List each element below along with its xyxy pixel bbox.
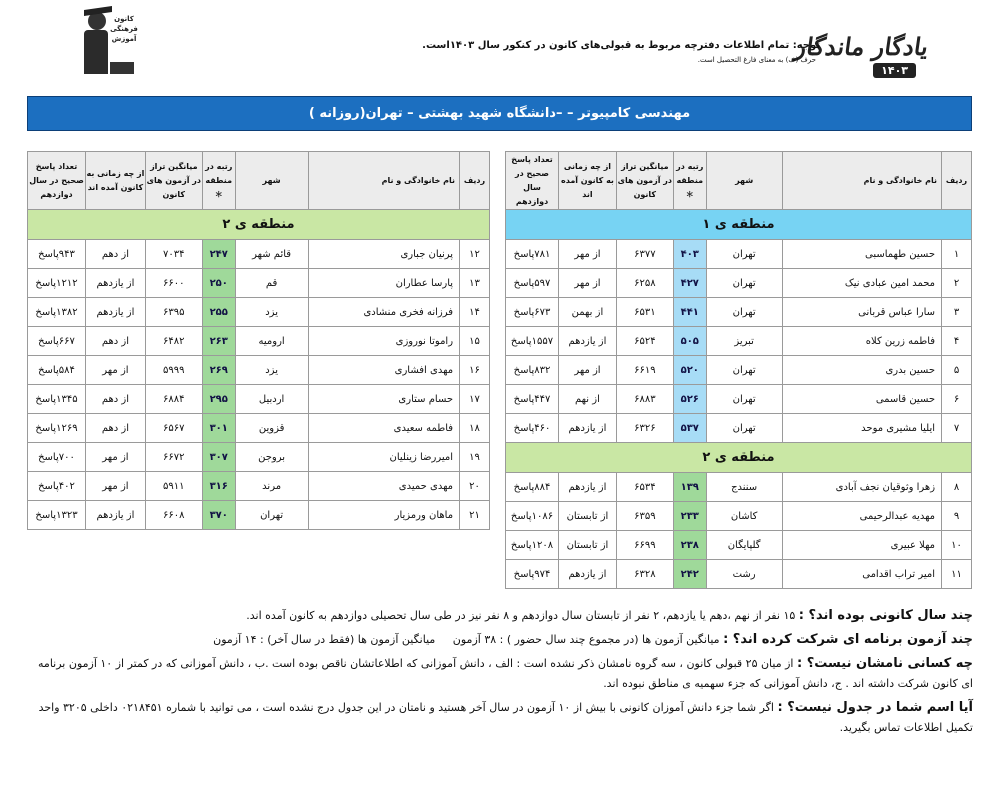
note-question: چند آزمون برنامه ای شرکت کرده اند؟ : xyxy=(723,632,973,647)
city: تهران xyxy=(706,298,782,327)
note-exams xyxy=(38,630,973,650)
rank: ۱۳۹ xyxy=(673,473,706,502)
joined-since: از نهم xyxy=(559,385,617,414)
joined-since: از تابستان xyxy=(559,531,617,560)
average-score: ۵۹۱۱ xyxy=(145,472,202,501)
average-score: ۷۰۳۴ xyxy=(145,240,202,269)
note-years xyxy=(38,606,973,626)
joined-since: از دهم xyxy=(86,414,146,443)
note-missing xyxy=(38,654,973,694)
joined-since: از یازدهم xyxy=(86,269,146,298)
row-number: ۶ xyxy=(942,385,972,414)
col-answers: تعداد پاسخ صحیح در سال دوازدهم xyxy=(506,152,559,210)
table-row xyxy=(28,414,490,443)
city: یزد xyxy=(235,298,308,327)
col-avg: میانگین تراز در آزمون های کانون xyxy=(145,152,202,210)
rank: ۲۵۵ xyxy=(202,298,235,327)
rank: ۵۲۶ xyxy=(673,385,706,414)
student-name: ماهان ورمزیار xyxy=(308,501,460,530)
average-score: ۶۶۰۸ xyxy=(145,501,202,530)
logo-year: ۱۴۰۳ xyxy=(873,63,916,78)
average-score: ۶۶۱۹ xyxy=(616,356,673,385)
rank: ۵۰۵ xyxy=(673,327,706,356)
row-number: ۱۰ xyxy=(942,531,972,560)
region-label: منطقه ی ۱ xyxy=(506,210,972,240)
city: تهران xyxy=(706,240,782,269)
logo-title: یادگار ماندگار xyxy=(792,32,931,61)
logo-badge xyxy=(110,62,134,74)
table-row xyxy=(506,269,972,298)
region-label: منطقه ی ۲ xyxy=(506,443,972,473)
col-since: از چه زمانی به کانون آمده اند xyxy=(559,152,617,210)
col-rank: رتبه در منطقه ＊ xyxy=(202,152,235,210)
table-row xyxy=(506,356,972,385)
rank: ۳۷۰ xyxy=(202,501,235,530)
city: تهران xyxy=(235,501,308,530)
city: اردبیل xyxy=(235,385,308,414)
city: رشت xyxy=(706,560,782,589)
joined-since: از دهم xyxy=(86,327,146,356)
city: ارومیه xyxy=(235,327,308,356)
row-number: ۳ xyxy=(942,298,972,327)
rank: ۴۰۳ xyxy=(673,240,706,269)
correct-answers: ۷۰۰پاسخ xyxy=(28,443,86,472)
joined-since: از یازدهم xyxy=(559,473,617,502)
average-score: ۶۵۶۷ xyxy=(145,414,202,443)
student-name: ایلیا مشیری موحد xyxy=(782,414,942,443)
joined-since: از یازدهم xyxy=(559,414,617,443)
city: بروجن xyxy=(235,443,308,472)
average-score: ۶۵۲۴ xyxy=(616,327,673,356)
table-row xyxy=(28,443,490,472)
table-row xyxy=(506,473,972,502)
student-name: راموتا نوروزی xyxy=(308,327,460,356)
rank: ۲۶۹ xyxy=(202,356,235,385)
correct-answers: ۷۸۱پاسخ xyxy=(506,240,559,269)
row-number: ۵ xyxy=(942,356,972,385)
rank: ۲۴۷ xyxy=(202,240,235,269)
correct-answers: ۱۳۴۵پاسخ xyxy=(28,385,86,414)
student-name: فاطمه زرین کلاه xyxy=(782,327,942,356)
student-name: حسین بدری xyxy=(782,356,942,385)
student-name: امیر تراب اقدامی xyxy=(782,560,942,589)
correct-answers: ۴۶۰پاسخ xyxy=(506,414,559,443)
row-number: ۱۳ xyxy=(460,269,490,298)
region-header-row xyxy=(28,210,490,240)
row-number: ۱۵ xyxy=(460,327,490,356)
table-header-row xyxy=(506,152,972,210)
joined-since: از یازدهم xyxy=(559,560,617,589)
table-row xyxy=(506,414,972,443)
city: قائم شهر xyxy=(235,240,308,269)
notes-section xyxy=(38,606,973,742)
row-number: ۱۸ xyxy=(460,414,490,443)
correct-answers: ۸۸۴پاسخ xyxy=(506,473,559,502)
city: تهران xyxy=(706,356,782,385)
row-number: ۱ xyxy=(942,240,972,269)
row-number: ۱۴ xyxy=(460,298,490,327)
table-row xyxy=(506,502,972,531)
city: مرند xyxy=(235,472,308,501)
rank: ۲۳۸ xyxy=(673,531,706,560)
average-score: ۶۸۸۴ xyxy=(145,385,202,414)
row-number: ۱۹ xyxy=(460,443,490,472)
rank: ۵۳۷ xyxy=(673,414,706,443)
rank: ۲۳۳ xyxy=(673,502,706,531)
city: گلپایگان xyxy=(706,531,782,560)
student-name: امیررضا زینلیان xyxy=(308,443,460,472)
header-note: توجه: تمام اطلاعات دفترچه مربوط به قبولی‌های کانون در کنکور سال ۱۴۰۳است. xyxy=(422,40,820,51)
correct-answers: ۴۰۲پاسخ xyxy=(28,472,86,501)
rank: ۲۴۲ xyxy=(673,560,706,589)
rank: ۳۰۷ xyxy=(202,443,235,472)
correct-answers: ۹۴۳پاسخ xyxy=(28,240,86,269)
rank: ۲۹۵ xyxy=(202,385,235,414)
col-since: از چه زمانی به کانون آمده اند xyxy=(86,152,146,210)
table-row xyxy=(506,298,972,327)
correct-answers: ۱۳۲۳پاسخ xyxy=(28,501,86,530)
table-row xyxy=(28,327,490,356)
correct-answers: ۴۴۷پاسخ xyxy=(506,385,559,414)
average-score: ۶۵۳۱ xyxy=(616,298,673,327)
note-answer: میانگین آزمون ها (در مجموع چند سال حضور ) : ۳۸ آزمون xyxy=(452,633,720,646)
rank: ۴۴۱ xyxy=(673,298,706,327)
table-row xyxy=(506,327,972,356)
kanoon-logo xyxy=(82,8,138,76)
student-name: حسین قاسمی xyxy=(782,385,942,414)
row-number: ۷ xyxy=(942,414,972,443)
region-label: منطقه ی ۲ xyxy=(28,210,490,240)
rank: ۳۰۱ xyxy=(202,414,235,443)
graduate-figure-icon xyxy=(84,30,108,74)
row-number: ۱۶ xyxy=(460,356,490,385)
average-score: ۵۹۹۹ xyxy=(145,356,202,385)
student-name: حسین طهماسبی xyxy=(782,240,942,269)
table-row xyxy=(28,501,490,530)
note-question: چه کسانی نامشان نیست؟ : xyxy=(797,656,973,671)
correct-answers: ۱۰۸۶پاسخ xyxy=(506,502,559,531)
col-row: ردیف xyxy=(942,152,972,210)
correct-answers: ۸۳۲پاسخ xyxy=(506,356,559,385)
rank: ۳۱۶ xyxy=(202,472,235,501)
rank: ۴۲۷ xyxy=(673,269,706,298)
city: تهران xyxy=(706,269,782,298)
note-question: آیا اسم شما در جدول نیست؟ : xyxy=(777,700,973,715)
correct-answers: ۱۵۵۷پاسخ xyxy=(506,327,559,356)
joined-since: از مهر xyxy=(559,269,617,298)
col-row: ردیف xyxy=(460,152,490,210)
joined-since: از یازدهم xyxy=(559,327,617,356)
col-name: نام خانوادگی و نام xyxy=(782,152,942,210)
average-score: ۶۲۵۸ xyxy=(616,269,673,298)
region-header-row xyxy=(506,210,972,240)
row-number: ۲۰ xyxy=(460,472,490,501)
student-name: مهدیه عبدالرحیمی xyxy=(782,502,942,531)
row-number: ۲ xyxy=(942,269,972,298)
note-question: چند سال کانونی بوده اند؟ : xyxy=(798,608,973,623)
row-number: ۸ xyxy=(942,473,972,502)
rank: ۲۶۳ xyxy=(202,327,235,356)
joined-since: از یازدهم xyxy=(86,298,146,327)
average-score: ۶۴۸۲ xyxy=(145,327,202,356)
city: یزد xyxy=(235,356,308,385)
table-row xyxy=(28,472,490,501)
student-name: محمد امین عبادی نیک xyxy=(782,269,942,298)
city: تبریز xyxy=(706,327,782,356)
col-answers: تعداد پاسخ صحیح در سال دوازدهم xyxy=(28,152,86,210)
average-score: ۶۵۳۴ xyxy=(616,473,673,502)
joined-since: از یازدهم xyxy=(86,501,146,530)
header-sub-note: حرف (ف) به معنای فارغ التحصیل است. xyxy=(697,56,816,64)
average-score: ۶۶۰۰ xyxy=(145,269,202,298)
joined-since: از مهر xyxy=(86,356,146,385)
joined-since: از تابستان xyxy=(559,502,617,531)
table-row xyxy=(506,531,972,560)
correct-answers: ۱۲۰۸پاسخ xyxy=(506,531,559,560)
city: سنندج xyxy=(706,473,782,502)
table-row xyxy=(28,269,490,298)
row-number: ۹ xyxy=(942,502,972,531)
table-header-row xyxy=(28,152,490,210)
col-city: شهر xyxy=(706,152,782,210)
city: قم xyxy=(235,269,308,298)
correct-answers: ۱۲۶۹پاسخ xyxy=(28,414,86,443)
correct-answers: ۹۷۴پاسخ xyxy=(506,560,559,589)
region-header-row xyxy=(506,443,972,473)
city: کاشان xyxy=(706,502,782,531)
correct-answers: ۶۶۷پاسخ xyxy=(28,327,86,356)
table-row xyxy=(28,356,490,385)
correct-answers: ۵۹۷پاسخ xyxy=(506,269,559,298)
student-name: پرنیان جباری xyxy=(308,240,460,269)
row-number: ۴ xyxy=(942,327,972,356)
student-name: پارسا عطاران xyxy=(308,269,460,298)
row-number: ۱۱ xyxy=(942,560,972,589)
joined-since: از دهم xyxy=(86,240,146,269)
city: تهران xyxy=(706,414,782,443)
average-score: ۶۶۷۲ xyxy=(145,443,202,472)
table-row xyxy=(28,240,490,269)
student-name: مهدی افشاری xyxy=(308,356,460,385)
joined-since: از بهمن xyxy=(559,298,617,327)
average-score: ۶۳۲۸ xyxy=(616,560,673,589)
col-name: نام خانوادگی و نام xyxy=(308,152,460,210)
city: تهران xyxy=(706,385,782,414)
student-name: فرزانه فخری منشادی xyxy=(308,298,460,327)
joined-since: از مهر xyxy=(86,472,146,501)
kanoon-logo-text: کانون فرهنگی آموزش xyxy=(110,15,138,43)
note-answer: میانگین آزمون ها (فقط در سال آخر) : ۱۴ آزمون xyxy=(213,633,436,646)
correct-answers: ۵۸۴پاسخ xyxy=(28,356,86,385)
left-results-table xyxy=(27,151,490,530)
average-score: ۶۳۲۶ xyxy=(616,414,673,443)
joined-since: از مهر xyxy=(86,443,146,472)
col-rank: رتبه در منطقه ＊ xyxy=(673,152,706,210)
student-name: مهلا عبیری xyxy=(782,531,942,560)
student-name: سارا عباس قربانی xyxy=(782,298,942,327)
note-answer: از میان ۲۵ قبولی کانون ، سه گروه نامشان ذکر نشده است : الف ، دانش آموزانی که اطلاعاتشان ناقص بوده است .ب ، دانش آموزانی که در کمتر از ۱۰ آزمون برنامه ای کانون شرکت داشته اند . ج، دانش آموزانی که جزء سهمیه ی مناطق نبوده اند. xyxy=(38,657,973,690)
note-contact xyxy=(38,698,973,738)
student-name: حسام ستاری xyxy=(308,385,460,414)
row-number: ۱۷ xyxy=(460,385,490,414)
average-score: ۶۳۷۷ xyxy=(616,240,673,269)
table-row xyxy=(506,385,972,414)
average-score: ۶۶۹۹ xyxy=(616,531,673,560)
yadegar-mandegar-logo xyxy=(792,30,931,78)
table-row xyxy=(28,385,490,414)
average-score: ۶۳۹۵ xyxy=(145,298,202,327)
correct-answers: ۱۳۸۲پاسخ xyxy=(28,298,86,327)
student-name: فاطمه سعیدی xyxy=(308,414,460,443)
rank: ۵۲۰ xyxy=(673,356,706,385)
rank: ۲۵۰ xyxy=(202,269,235,298)
table-row xyxy=(506,560,972,589)
table-row xyxy=(506,240,972,269)
note-answer: ۱۵ نفر از نهم ،دهم یا یازدهم، ۲ نفر از تابستان سال دوازدهم و ۸ نفر نیز در طی سال تحصیلی دوازدهم به کانون آمده اند. xyxy=(246,609,796,622)
row-number: ۱۲ xyxy=(460,240,490,269)
correct-answers: ۶۷۳پاسخ xyxy=(506,298,559,327)
city: قزوین xyxy=(235,414,308,443)
average-score: ۶۳۵۹ xyxy=(616,502,673,531)
note-answer: اگر شما جزء دانش آموزان کانونی با بیش از ۱۰ آزمون در سال آخر هستید و نامتان در این جدول درج نشده است ، می توانید با شماره ۰۲۱۸۴۵۱ داخلی ۳۲۰۵ واحد تکمیل اطلاعات تماس بگیرید. xyxy=(38,701,973,734)
col-avg: میانگین تراز در آزمون های کانون xyxy=(616,152,673,210)
col-city: شهر xyxy=(235,152,308,210)
page-title: مهندسی کامپیوتر – –دانشگاه شهید بهشتی – تهران(روزانه ) xyxy=(27,96,972,131)
joined-since: از دهم xyxy=(86,385,146,414)
joined-since: از مهر xyxy=(559,356,617,385)
student-name: زهرا وثوقیان نجف آبادی xyxy=(782,473,942,502)
right-results-table xyxy=(505,151,972,589)
correct-answers: ۱۲۱۲پاسخ xyxy=(28,269,86,298)
average-score: ۶۸۸۳ xyxy=(616,385,673,414)
row-number: ۲۱ xyxy=(460,501,490,530)
student-name: مهدی حمیدی xyxy=(308,472,460,501)
joined-since: از مهر xyxy=(559,240,617,269)
table-row xyxy=(28,298,490,327)
